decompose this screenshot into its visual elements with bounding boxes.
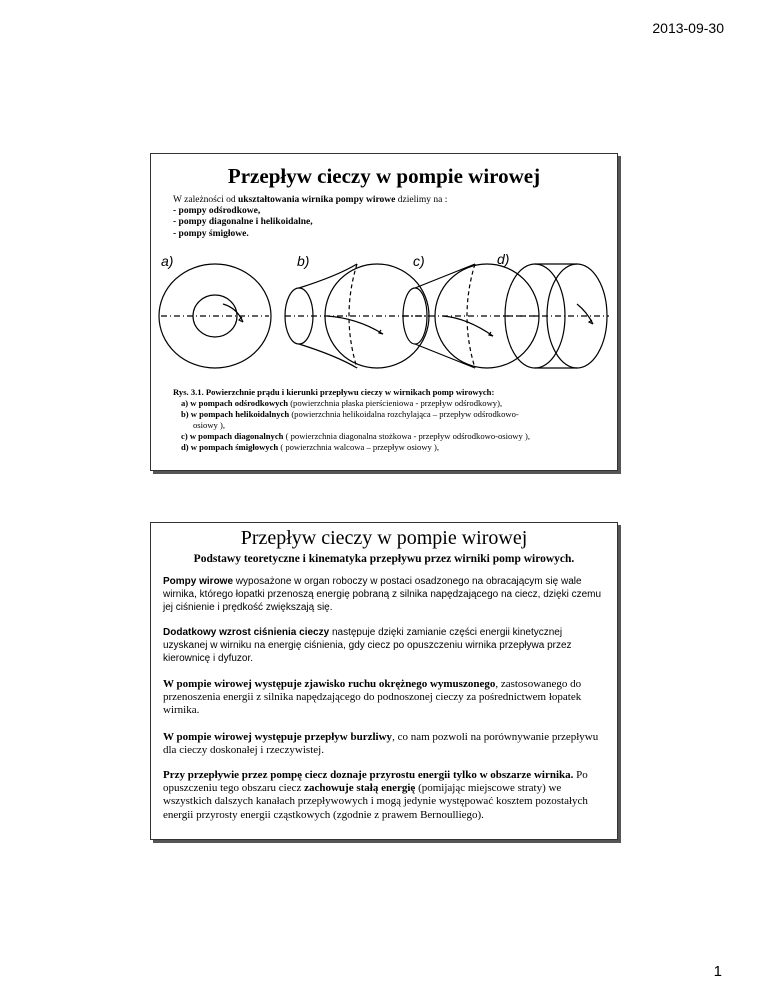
p2-bold: Dodatkowy wzrost ciśnienia cieczy: [163, 627, 330, 638]
list-item: - pompy odśrodkowe,: [173, 206, 261, 217]
caption-d-rest: ( powierzchnia walcowa – przepływ osiowy ),: [278, 442, 440, 452]
caption-c-rest: ( powierzchnia diagonalna stożkowa - przepływ odśrodkowo-osiowy ),: [283, 431, 530, 441]
impeller-figure: [157, 252, 611, 370]
caption-a-bold: a) w pompach odśrodkowych: [181, 398, 289, 408]
p5-mid: Po opuszczeniu tego obszaru ciecz: [163, 769, 588, 795]
intro-pre: W zależności od: [173, 195, 238, 205]
caption-title: Rys. 3.1. Powierzchnie prądu i kierunki przepływu cieczy w wirnikach pomp wirowych:: [173, 387, 495, 397]
intro-line: [173, 195, 447, 206]
figure-d-cylinder: [503, 264, 609, 368]
caption-d-bold: d) w pompach śmigłowych: [181, 442, 279, 452]
p3-bold: W pompie wirowej występuje zjawisko ruchu okrężnego wymuszonego: [163, 678, 496, 690]
slide-2-title: Przepływ cieczy w pompie wirowej: [240, 527, 528, 549]
list-item: - pompy śmigłowe.: [173, 228, 249, 239]
caption-d: [173, 442, 603, 453]
p5-bold-1: Przy przepływie przez pompę ciecz doznaje przyrostu energii tylko w obszarze wirnika.: [163, 769, 574, 781]
slide-1: [150, 153, 618, 471]
p4-bold: W pompie wirowej występuje przepływ burzliwy: [163, 731, 393, 743]
paragraph-1: [163, 575, 609, 615]
figure-caption: [173, 387, 603, 453]
paragraph-4: [163, 731, 609, 757]
p1-bold: Pompy wirowe: [163, 576, 234, 587]
figure-label-d: d): [497, 252, 510, 267]
paragraph-3: [163, 678, 609, 718]
page-date: 2013-09-30: [652, 20, 724, 36]
figure-label-a: a): [161, 253, 174, 269]
caption-b-bold: b) w pompach helikoidalnych: [181, 409, 290, 419]
caption-b-cont: osiowy ),: [193, 420, 225, 430]
p2-rest: następuje dzięki zamianie części energii kinetycznej uzyskanej w wirniku na energię ciśnienia, gdy ciecz po opuszczeniu wirnika przepływa przez kierownicę i dyfuzor.: [163, 627, 572, 665]
caption-b: [173, 409, 603, 420]
page-number: 1: [713, 963, 722, 980]
paragraph-2: [163, 626, 609, 666]
p3-rest: , zastosowanego do przenoszenia energii z silnika napędzającego do podnoszonej cieczy za pośrednictwem łopatek wirnika.: [163, 678, 582, 717]
caption-c-bold: c) w pompach diagonalnych: [181, 431, 284, 441]
list-item: - pompy diagonalne i helikoidalne,: [173, 217, 313, 228]
paragraph-5: [163, 769, 609, 822]
slide-2: [150, 522, 618, 840]
p1-rest: wyposażone w organ roboczy w postaci osadzonego na obracającym się wale wirnika, którego łopatki przenoszą energię pobraną z silnika napędzającego na ciecz, dzięki czemu jej ciśnienie i prędkość zwiększają się.: [163, 576, 602, 614]
figure-a-ring: [159, 264, 271, 368]
slide-1-intro: [173, 195, 447, 240]
caption-b-rest: (powierzchnia helikoidalna rozchylająca – przepływ odśrodkowo-: [289, 409, 519, 419]
p5-bold-2: zachowuje stałą energię: [304, 782, 416, 795]
caption-a: [173, 398, 603, 409]
caption-a-rest: (powierzchnia płaska pierścieniowa - przepływ odśrodkowy),: [288, 398, 503, 408]
figure-label-b: b): [297, 253, 310, 269]
intro-bold: ukształtowania wirnika pompy wirowe: [237, 195, 396, 205]
p4-rest: , co nam pozwoli na porównywanie przepływu dla cieczy doskonałej i rzeczywistej.: [163, 731, 599, 757]
intro-post: dzielimy na :: [395, 195, 448, 205]
slide-2-subtitle: Podstawy teoretyczne i kinematyka przepływu przez wirniki pomp wirowych.: [193, 553, 575, 565]
slide-1-title: Przepływ cieczy w pompie wirowej: [227, 164, 541, 188]
p5-rest: (pomijając miejscowe straty) we wszystkich dalszych kanałach przepływowych i mogą jedynie występować kosztem pozostałych energii przyrosty energii cząstkowych (zgodnie z prawem Bernoulliego).: [163, 782, 588, 821]
figure-label-c: c): [413, 253, 425, 269]
caption-c: [173, 431, 603, 442]
